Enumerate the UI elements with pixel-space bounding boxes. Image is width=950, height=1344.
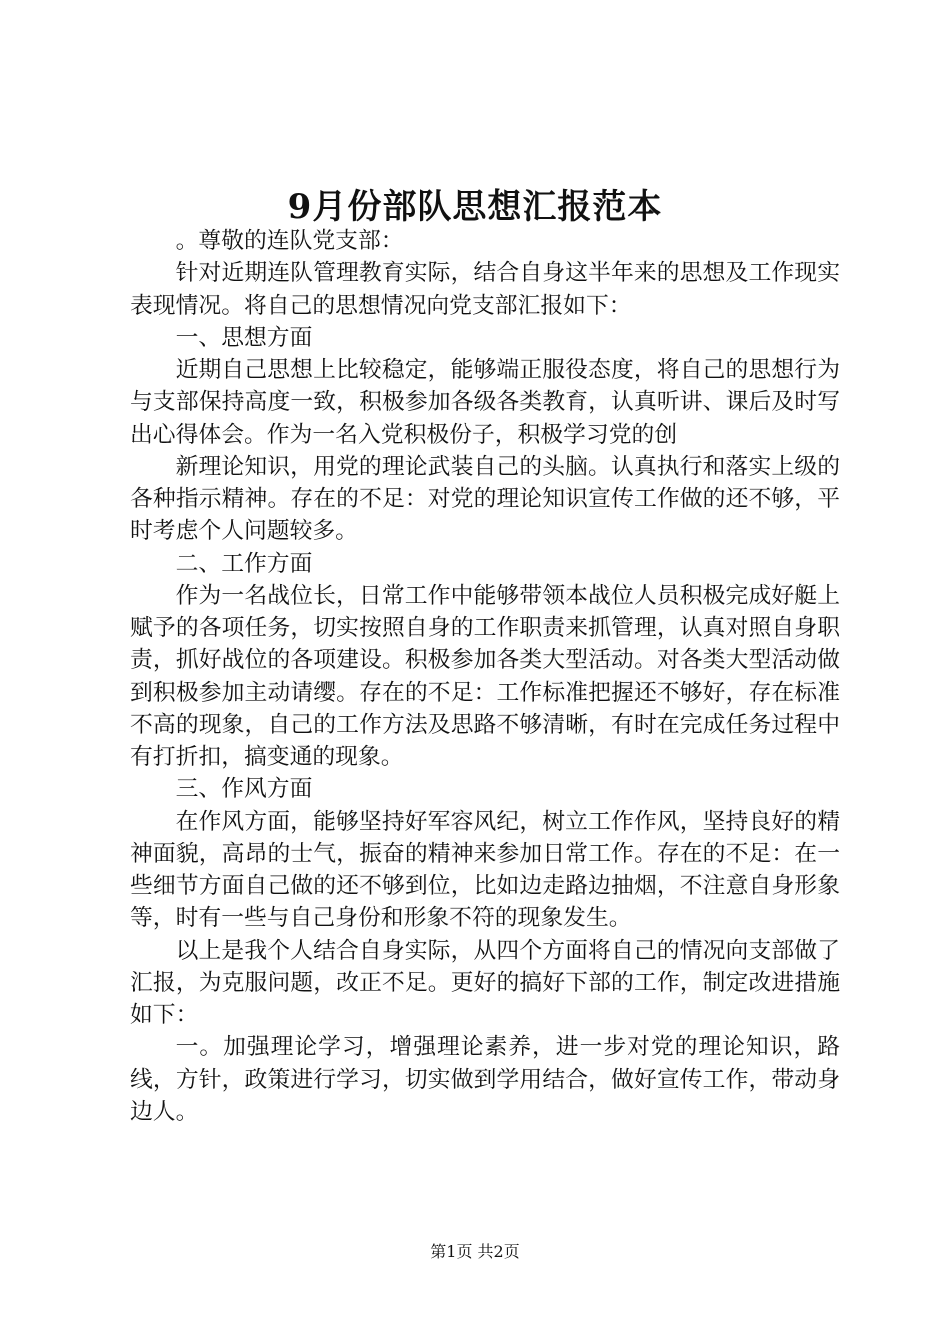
document-title: 9月份部队思想汇报范本 — [287, 187, 663, 227]
body-paragraph: 作为一名战位长，日常工作中能够带领本战位人员积极完成好艇上赋予的各项任务，切实按照自身的工作职责来抓管理，认真对照自身职责，抓好战位的各项建设。积极参加各类大型活动。对各类大型活动做到积极参加主动请缨。存在的不足：工作标准把握还不够好，存在标准不高的现象，自己的工作方法及思路不够清晰，有时在完成任务过程中有打折扣，搞变通的现象。 — [130, 582, 840, 770]
body-paragraph: 近期自己思想上比较稳定，能够端正服役态度，将自己的思想行为与支部保持高度一致，积极参加各级各类教育，认真听讲、课后及时写出心得体会。作为一名入党积极份子，积极学习党的创 — [130, 357, 840, 448]
body-paragraph: 新理论知识，用党的理论武装自己的头脑。认真执行和落实上级的各种指示精神。存在的不足：对党的理论知识宣传工作做的还不够，平时考虑个人问题较多。 — [130, 453, 840, 545]
body-paragraph: 针对近期连队管理教育实际，结合自身这半年来的思想及工作现实表现情况。将自己的思想情况向党支部汇报如下： — [130, 260, 840, 319]
salutation: 。尊敬的连队党支部： — [175, 228, 404, 254]
section-heading: 一、思想方面 — [175, 324, 313, 351]
section-heading: 二、工作方面 — [175, 550, 313, 577]
section-heading: 三、作风方面 — [175, 776, 313, 803]
document-body — [130, 225, 840, 1128]
page-footer: 第1页 共2页 — [430, 1242, 520, 1261]
body-paragraph: 以上是我个人结合自身实际，从四个方面将自己的情况向支部做了汇报，为克服问题，改正不足。更好的搞好下部的工作，制定改进措施如下： — [130, 937, 840, 1028]
body-paragraph: 一。加强理论学习，增强理论素养，进一步对党的理论知识，路线，方针，政策进行学习，切实做到学用结合，做好宣传工作，带动身边人。 — [130, 1034, 840, 1125]
body-paragraph: 在作风方面，能够坚持好军容风纪，树立工作作风，坚持良好的精神面貌，高昂的士气，振奋的精神来参加日常工作。存在的不足：在一些细节方面自己做的还不够到位，比如边走路边抽烟，不注意自身形象等，时有一些与自己身份和形象不符的现象发生。 — [130, 808, 840, 932]
